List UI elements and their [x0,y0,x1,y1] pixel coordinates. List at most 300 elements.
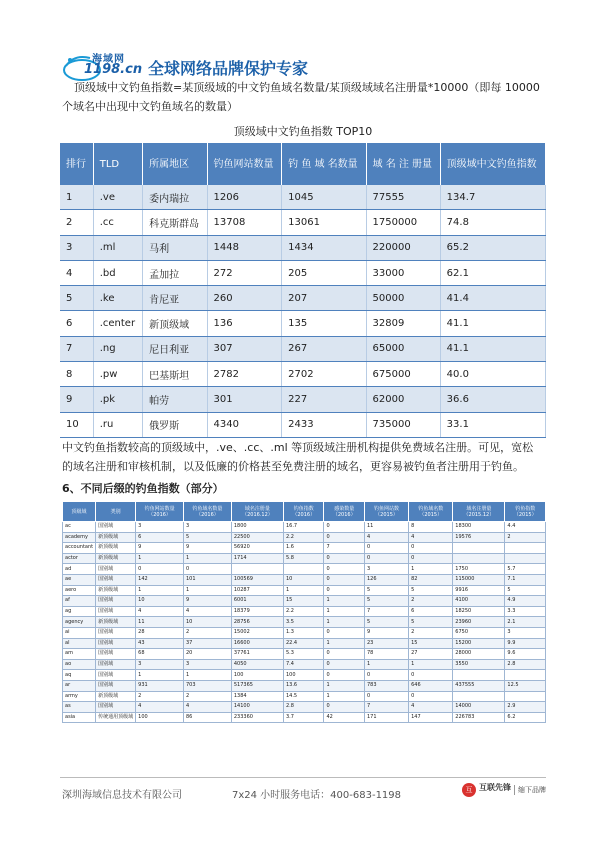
table-cell: 1 [409,564,453,575]
table-cell: 100 [283,670,323,681]
table-cell: 4 [136,606,184,617]
table-cell: ae [63,574,96,585]
logo-domain: 1198.cn [84,62,143,77]
table-cell: 100 [136,712,184,723]
table-cell: 5.7 [505,564,546,575]
table-cell: 0 [324,627,364,638]
table-row [63,617,546,628]
table-cell: 3 [136,659,184,670]
table-cell [453,543,505,554]
table-cell: 16.7 [283,522,323,533]
column-header: 域名注册量（2015.12） [453,502,505,522]
table-cell: 7 [324,543,364,554]
table-cell: 新顶级域 [96,617,136,628]
table-cell: 新顶级域 [96,553,136,564]
table-cell: 135 [282,311,366,336]
table-row [63,606,546,617]
table-row [60,260,546,285]
table-row [63,532,546,543]
column-header: TLD [93,143,142,185]
table-row [63,522,546,533]
footer-service-phone: 7x24 小时服务电话：400-683-1198 [232,790,402,801]
table-cell: ar [63,680,96,691]
table-cell: 1714 [231,553,283,564]
column-header: 排行 [60,143,93,185]
column-header: 域 名 注 册量 [366,143,440,185]
table-cell: 227 [282,387,366,412]
table-cell: 0 [409,691,453,702]
table-cell: 10 [283,574,323,585]
table-cell: 传统通用顶级域 [96,712,136,723]
table-row [60,412,546,437]
table-cell: 2 [505,532,546,543]
table-cell: 2.8 [283,702,323,713]
table-row [60,362,546,387]
table-cell: 3.7 [283,712,323,723]
table-cell: 1 [283,585,323,596]
table-cell: 3 [364,564,408,575]
table-cell: 1 [364,659,408,670]
table-cell: 40.0 [440,362,545,387]
column-header: 感染数量（2016） [324,502,364,522]
table-cell: 5 [505,585,546,596]
table-cell: am [63,649,96,660]
table-caption: 顶级域中文钓鱼指数 TOP10 [233,125,373,138]
table-cell: 1.6 [283,543,323,554]
table-cell: 28000 [453,649,505,660]
table-cell: 2.2 [283,606,323,617]
table-row [63,596,546,607]
table-cell: 3.5 [283,617,323,628]
table-cell: 18379 [231,606,283,617]
table-cell: 3 [505,627,546,638]
table-cell: 32809 [366,311,440,336]
table-cell: 267 [282,336,366,361]
table-cell: 1 [324,691,364,702]
table-cell: 783 [364,680,408,691]
table-cell: 2.9 [505,702,546,713]
table-cell: 735000 [366,412,440,437]
table-cell: 5 [409,585,453,596]
table-cell: aq [63,670,96,681]
table-cell: 1 [60,185,93,210]
table-cell: 6001 [231,596,283,607]
table-cell: 1800 [231,522,283,533]
brand-name: 互联先锋 [479,783,511,792]
table-cell: 115000 [453,574,505,585]
table-cell [231,564,283,575]
table-cell: 3 [60,235,93,260]
table-cell: .pk [93,387,142,412]
table-cell: 1 [136,670,184,681]
table-cell: 19576 [453,532,505,543]
slogan: 全球网络品牌保护专家 [148,59,309,78]
table-cell: 28 [136,627,184,638]
table-cell: 国别域 [96,702,136,713]
table-row [63,553,546,564]
table-cell: 0 [364,543,408,554]
table-cell: 10287 [231,585,283,596]
table-cell: 36.6 [440,387,545,412]
table-cell: 9 [60,387,93,412]
brand-icon: 互 [462,783,476,797]
table-cell: 2.8 [505,659,546,670]
column-header: 钓鱼指数（2015） [505,502,546,522]
table-cell: 2 [409,596,453,607]
table-cell: 俄罗斯 [143,412,207,437]
table-cell: 孟加拉 [143,260,207,285]
logo-text: 海域网 [92,54,125,65]
column-header: 钓鱼网站数量 [207,143,282,185]
table-cell: 5 [60,286,93,311]
table-cell: ac [63,522,96,533]
table-row [63,564,546,575]
table-cell: 41.1 [440,311,545,336]
table-cell: 11 [136,617,184,628]
table-cell: 委内瑞拉 [143,185,207,210]
table-cell: 2 [184,691,232,702]
footer-divider [60,777,546,778]
table-cell: 23 [364,638,408,649]
table-cell: 14.5 [283,691,323,702]
table-cell: 207 [282,286,366,311]
table-cell: 1448 [207,235,282,260]
table-row [63,702,546,713]
table-cell [283,564,323,575]
table-cell: 1.3 [283,627,323,638]
table-cell: 142 [136,574,184,585]
table-cell: 68 [136,649,184,660]
table-cell: 28756 [231,617,283,628]
table-cell: 0 [324,532,364,543]
table-cell: 134.7 [440,185,545,210]
table-cell: 1750000 [366,210,440,235]
table-cell: 1 [324,606,364,617]
table-cell: 205 [282,260,366,285]
table-row [63,712,546,723]
table-cell: 16600 [231,638,283,649]
table-cell [505,553,546,564]
table-cell: 5.3 [283,649,323,660]
table-cell: 437555 [453,680,505,691]
table-cell: 0 [364,553,408,564]
table-row [60,235,546,260]
table-cell: 国别域 [96,627,136,638]
table-cell: 国别域 [96,680,136,691]
table-cell: 0 [324,585,364,596]
table-cell: 15 [283,596,323,607]
table-cell: 4 [409,702,453,713]
table-cell: 1750 [453,564,505,575]
table-cell: 2.1 [505,617,546,628]
table-cell: 1434 [282,235,366,260]
table-row [60,387,546,412]
table-cell [453,691,505,702]
table-cell: .ve [93,185,142,210]
table-cell: 86 [184,712,232,723]
table-cell [453,553,505,564]
table-cell: as [63,702,96,713]
table-cell: 马利 [143,235,207,260]
table-cell: 9 [136,543,184,554]
table-cell: 0 [324,649,364,660]
table-cell: 9.6 [505,649,546,660]
table-cell: 43 [136,638,184,649]
table-cell [505,670,546,681]
table-cell: 7 [364,702,408,713]
table-row [60,311,546,336]
table-cell: 0 [324,659,364,670]
table-cell: 新顶级域 [96,585,136,596]
table-cell: 4.4 [505,522,546,533]
table-cell: 12.5 [505,680,546,691]
table-cell: 4340 [207,412,282,437]
table-cell: 2702 [282,362,366,387]
table-cell: 3 [184,659,232,670]
table-row [63,670,546,681]
table-row [63,638,546,649]
table-cell: 646 [409,680,453,691]
table-cell: asia [63,712,96,723]
table-cell: 7 [364,606,408,617]
table-cell: 13061 [282,210,366,235]
table-cell: 171 [364,712,408,723]
column-header: 顶级域 [63,502,96,522]
table-cell: 4 [60,260,93,285]
table-cell: 307 [207,336,282,361]
table-row [60,286,546,311]
table-cell: 1 [409,659,453,670]
table-cell: .pw [93,362,142,387]
table-cell: 22.4 [283,638,323,649]
table-cell: 2 [184,627,232,638]
table-cell: .center [93,311,142,336]
table-cell: 9 [184,596,232,607]
table-cell: 101 [184,574,232,585]
table-cell: 10 [136,596,184,607]
table-cell: 5 [364,617,408,628]
table-row [63,691,546,702]
column-header: 钓鱼网站数量（2016） [136,502,184,522]
table-cell: 5 [364,585,408,596]
table-cell: 13708 [207,210,282,235]
table-cell: .ru [93,412,142,437]
table-cell: 0 [324,670,364,681]
suffix-index-table [62,501,546,723]
table-row [63,543,546,554]
table-cell: 0 [184,564,232,575]
table-cell: 233360 [231,712,283,723]
table-cell: 国别域 [96,606,136,617]
top10-table [60,143,546,438]
table-cell: 2433 [282,412,366,437]
table-cell: aero [63,585,96,596]
table-cell: 肯尼亚 [143,286,207,311]
table-cell: 23960 [453,617,505,628]
table-cell: 新顶级域 [96,691,136,702]
table-row [63,659,546,670]
table-cell: 国别域 [96,659,136,670]
table-cell: 3 [136,522,184,533]
table-cell: 1 [324,638,364,649]
table-cell: 1 [324,596,364,607]
table-cell: 50000 [366,286,440,311]
table-cell: 5 [409,617,453,628]
table-cell: 3 [184,522,232,533]
table-row [63,574,546,585]
table-cell: 78 [364,649,408,660]
table-cell [453,670,505,681]
table-cell: 4100 [453,596,505,607]
table-cell: .ml [93,235,142,260]
column-header: 所属地区 [143,143,207,185]
table-cell: actor [63,553,96,564]
table-cell: 3.3 [505,606,546,617]
table-cell: af [63,596,96,607]
table-cell: 9.9 [505,638,546,649]
table-cell: 4 [364,532,408,543]
table-cell: 科克斯群岛 [143,210,207,235]
table-cell: al [63,638,96,649]
table-cell: 65.2 [440,235,545,260]
table-cell: 220000 [366,235,440,260]
table-cell: 9 [364,627,408,638]
table-cell: academy [63,532,96,543]
table-cell: 15002 [231,627,283,638]
table-cell: .ng [93,336,142,361]
table-cell: accountant [63,543,96,554]
table-cell: army [63,691,96,702]
table-cell: 国别域 [96,564,136,575]
table-cell: 33000 [366,260,440,285]
table-cell: 260 [207,286,282,311]
table-cell: 6750 [453,627,505,638]
table-cell: 5.8 [283,553,323,564]
table-row [63,649,546,660]
table-cell: 6 [409,606,453,617]
table-cell: 126 [364,574,408,585]
table-cell: 9 [184,543,232,554]
table-cell: 136 [207,311,282,336]
table-cell: 8 [409,522,453,533]
column-header: 域名注册量（2016.12） [231,502,283,522]
table-cell: 1 [324,617,364,628]
table-cell: 13.6 [283,680,323,691]
table-cell: 国别域 [96,649,136,660]
table-cell: 0 [324,702,364,713]
table-cell: 7.1 [505,574,546,585]
table-cell: 9916 [453,585,505,596]
table-cell: 14000 [453,702,505,713]
column-header: 顶级域中文钓鱼指数 [440,143,545,185]
table-row [60,210,546,235]
summary-paragraph: 中文钓鱼指数较高的顶级域中，.ve、.cc、.ml 等顶级域注册机构提供免费域名注册。可见，宽松的域名注册和审核机制，以及低廉的价格甚至免费注册的域名，更容易被钓鱼者注册用于钓鱼。 [62,441,534,473]
table-cell: 国别域 [96,596,136,607]
table-cell: 4 [184,606,232,617]
table-cell: 0 [324,522,364,533]
table-cell: 国别域 [96,670,136,681]
table-cell: 4 [409,532,453,543]
table-header-row [60,143,546,185]
table-cell: ao [63,659,96,670]
table-cell: 5 [364,596,408,607]
table-cell: 6 [60,311,93,336]
table-cell: 国别域 [96,574,136,585]
table-cell: 1 [184,670,232,681]
table-cell: 0 [409,553,453,564]
table-row [63,627,546,638]
table-cell: 37761 [231,649,283,660]
table-cell: 27 [409,649,453,660]
table-cell: 18300 [453,522,505,533]
column-header: 钓 鱼 域 名数量 [282,143,366,185]
table-cell: 6 [136,532,184,543]
table-cell: 517365 [231,680,283,691]
footer-company: 深圳海域信息技术有限公司 [62,790,182,801]
table-cell: 尼日利亚 [143,336,207,361]
table-cell: 62.1 [440,260,545,285]
table-cell: 22500 [231,532,283,543]
table-cell: 65000 [366,336,440,361]
table-cell: 2782 [207,362,282,387]
table-row [60,336,546,361]
table-cell: 1 [324,680,364,691]
table-cell: 3550 [453,659,505,670]
table-cell: 巴基斯坦 [143,362,207,387]
table-cell: 1206 [207,185,282,210]
table-cell: 国别域 [96,638,136,649]
table-cell: 4 [184,702,232,713]
footer-brand-logo [462,782,546,798]
brand-tag: 缩下品牌 [514,785,546,795]
table-cell: 2 [409,627,453,638]
column-header: 类别 [96,502,136,522]
table-cell: 931 [136,680,184,691]
table-cell [505,543,546,554]
intro-paragraph: 顶级域中文钓鱼指数=某顶级域的中文钓鱼域名数量/某顶级域域名注册量*10000（即每 10000 个域名中出现中文钓鱼域名的数量） [62,81,540,113]
table-cell: 0 [324,574,364,585]
table-cell: 国别域 [96,522,136,533]
table-cell: 77555 [366,185,440,210]
table-cell: 新顶级域 [96,543,136,554]
table-cell: 5 [184,532,232,543]
table-cell: 7 [60,336,93,361]
column-header: 钓鱼域名数（2015） [409,502,453,522]
table-cell: 272 [207,260,282,285]
table-header-row [63,502,546,522]
table-cell: 147 [409,712,453,723]
table-cell: .cc [93,210,142,235]
table-cell: 新顶级域 [143,311,207,336]
table-cell: ad [63,564,96,575]
table-cell: ag [63,606,96,617]
table-cell: 11 [364,522,408,533]
column-header: 钓鱼域名数量（2016） [184,502,232,522]
table-cell: 675000 [366,362,440,387]
table-cell: 6.2 [505,712,546,723]
table-cell: 2.2 [283,532,323,543]
section-title: 6、不同后缀的钓鱼指数（部分） [62,482,224,495]
table-cell: 62000 [366,387,440,412]
table-cell: 15 [409,638,453,649]
table-cell: 226783 [453,712,505,723]
table-cell: 14100 [231,702,283,713]
table-cell: agency [63,617,96,628]
table-cell: 37 [184,638,232,649]
table-cell: 4 [136,702,184,713]
table-cell: 7.4 [283,659,323,670]
table-cell: 82 [409,574,453,585]
